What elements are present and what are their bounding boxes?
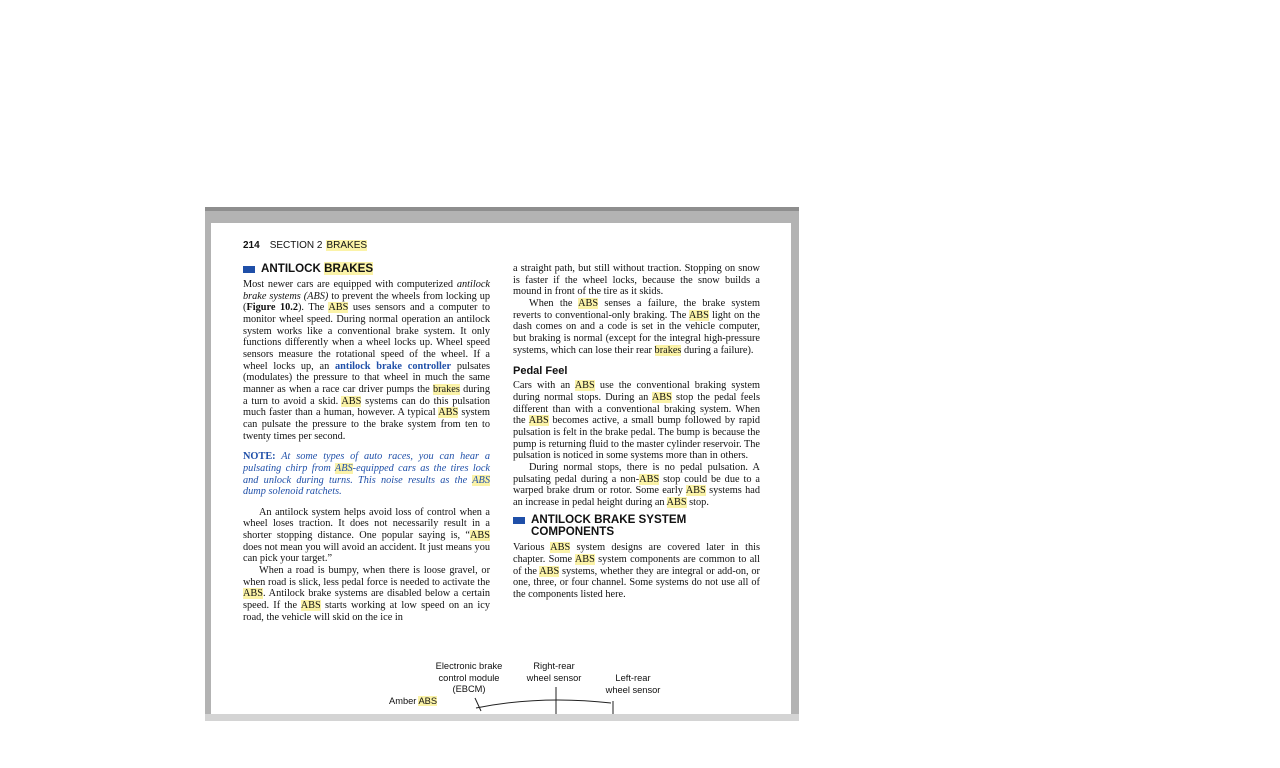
heading-text: ANTILOCK xyxy=(261,262,321,275)
text-run: When the xyxy=(529,297,579,309)
viewer-bottom-edge xyxy=(205,714,799,721)
label-left-rear-sensor xyxy=(601,673,665,696)
search-highlight: ABS xyxy=(341,395,362,407)
search-highlight: ABS xyxy=(300,600,321,612)
note-block xyxy=(243,451,490,498)
heading-marker xyxy=(513,517,525,524)
page-header xyxy=(243,240,367,251)
label-ebcm-line-3: (EBCM) xyxy=(452,684,486,694)
text-run: during a failure). xyxy=(681,344,754,356)
search-highlight: ABS xyxy=(539,565,560,577)
heading-line-1: ANTILOCK BRAKE SYSTEM xyxy=(531,513,687,527)
label-right-rear-sensor xyxy=(521,661,587,684)
paragraph-pedal-feel xyxy=(513,380,760,462)
heading-highlight: BRAKES xyxy=(324,262,374,275)
text-run: system components are common to all of the xyxy=(513,554,761,577)
right-column xyxy=(513,263,760,601)
figure-10-2-partial xyxy=(211,661,791,714)
viewer-top-edge xyxy=(205,207,799,211)
label-ebcm xyxy=(429,661,509,696)
paragraph-intro xyxy=(243,279,490,442)
label-ebcm-line-2: control module xyxy=(438,672,500,683)
text-run: does not mean you will avoid an accident. It just means you can pick your target.” xyxy=(243,541,490,565)
search-highlight: ABS xyxy=(639,473,660,485)
label-amber-abs xyxy=(389,696,437,708)
search-highlight: ABS xyxy=(685,485,706,497)
section-label: SECTION 2 xyxy=(269,240,323,251)
search-highlight: ABS xyxy=(688,309,709,321)
text-run: Most newer cars are equipped with computerized xyxy=(243,279,457,290)
text-run: . Antilock brake systems are disabled below a certain speed. If the xyxy=(243,588,490,612)
text-run: An antilock system helps avoid loss of control when a wheel loses traction. It does not necessarily result in a shorter stopping distance. One popular saying is, “ xyxy=(243,506,490,542)
text-run: system can pulsate the pressure to the brake system from ten to twenty times per second. xyxy=(243,407,490,442)
search-highlight: ABS xyxy=(578,297,599,309)
paragraph-straight-path xyxy=(513,263,760,298)
search-highlight: ABS xyxy=(574,554,595,566)
search-highlight: ABS xyxy=(666,496,687,508)
heading-marker xyxy=(243,266,255,273)
note-label: NOTE: xyxy=(243,451,276,463)
text-run: becomes active, a small bump followed by rapid pulsation is felt in the brake pedal. The bump is because the pump is returning fluid to the master cylinder reservoir. The pulsation is noticed in some systems more than in others. xyxy=(513,415,760,462)
text-run: system designs are covered later in this chapter. Some xyxy=(513,542,760,566)
text-run: dump solenoid ratchets. xyxy=(243,486,342,498)
paragraph-normal-stops xyxy=(513,462,760,509)
text-run: -equipped cars as the tires lock and unlock during turns. This noise results as the xyxy=(243,462,490,486)
search-highlight: ABS xyxy=(334,462,353,474)
text-run: uses sensors and a computer to monitor wheel speed. During normal operation an antilock system works like a conventional brake system. It only functions differently when a wheel locks up. Wheel speed sensors measure the rotational speed of the wheel. If a wheel locks up, an xyxy=(243,302,490,372)
label-left-rear-line-1: Left-rear xyxy=(615,673,651,683)
text-run: Cars with an xyxy=(513,380,575,392)
text-run: systems had an increase in pedal height during an xyxy=(513,485,760,508)
label-amber-text: Amber xyxy=(389,696,417,706)
text-run: ). The xyxy=(297,302,329,314)
search-highlight: brakes xyxy=(654,344,682,356)
search-highlight: ABS xyxy=(469,530,490,542)
document-viewer-frame xyxy=(205,207,799,721)
text-run: Various xyxy=(513,542,551,554)
text-run: stop could be due to a warped brake drum or rotor. Some early xyxy=(513,473,760,497)
paragraph-bumpy-road xyxy=(243,565,490,623)
figure-reference: Figure 10.2 xyxy=(246,302,298,314)
text-run: When a road is bumpy, when there is loose gravel, or when road is slick, less pedal force is needed to activate the xyxy=(243,565,490,588)
paragraph-traction xyxy=(243,507,490,565)
document-page[interactable] xyxy=(211,223,791,714)
paragraph-failure xyxy=(513,298,760,356)
label-amber-highlight: ABS xyxy=(418,696,438,706)
label-left-rear-line-2: wheel sensor xyxy=(605,684,661,695)
text-run: pulsates (modulates) the pressure to that wheel in much the same manner as when a race car driver pumps the xyxy=(243,360,490,395)
text-run: a straight path, but still without traction. Stopping on snow is faster if the wheel locks, because the snow builds a mound in front of the tire as it skids. xyxy=(513,263,760,298)
paragraph-components xyxy=(513,542,760,600)
search-highlight: brakes xyxy=(432,383,460,395)
search-highlight: ABS xyxy=(574,380,595,392)
label-right-rear-line-1: Right-rear xyxy=(533,661,575,671)
page-number: 214 xyxy=(243,240,260,251)
search-highlight: ABS xyxy=(438,407,459,419)
text-run: stop the pedal feels different than with a conventional braking system. When the xyxy=(513,391,760,427)
text-run: systems, whether they are integral or add-on, or one, three, or four channel. Some systems do not use all of the components listed here. xyxy=(513,565,760,601)
text-run: At some types of auto races, you can hear a pulsating chirp from xyxy=(243,451,490,474)
search-highlight: ABS xyxy=(528,415,549,427)
search-highlight: ABS xyxy=(550,542,571,554)
antilock-brakes-heading xyxy=(243,263,490,275)
text-run: during a turn to avoid a skid. xyxy=(243,383,490,407)
text-run: use the conventional braking system during normal stops. During an xyxy=(513,380,761,403)
text-run: senses a failure, the brake system reverts to conventional-only braking. The xyxy=(513,297,760,321)
components-heading xyxy=(513,514,760,538)
search-highlight: ABS xyxy=(328,302,349,314)
pedal-feel-heading: Pedal Feel xyxy=(513,365,568,378)
text-run: starts working at low speed on an icy road, the vehicle will skid on the ice in xyxy=(243,600,490,623)
text-run: to prevent the wheels from locking up ( xyxy=(243,290,490,314)
left-column xyxy=(243,263,490,623)
heading-line-2: COMPONENTS xyxy=(531,525,615,539)
label-right-rear-line-2: wheel sensor xyxy=(526,672,582,683)
section-title: BRAKES xyxy=(326,240,368,251)
text-run: systems can do this pulsation much faster than a human, however. A typical xyxy=(243,395,490,419)
key-term: antilock brake controller xyxy=(335,360,452,372)
italic-term: antilock brake systems (ABS) xyxy=(243,279,490,302)
label-ebcm-line-1: Electronic brake xyxy=(435,661,503,671)
search-highlight: ABS xyxy=(472,474,490,486)
search-highlight: ABS xyxy=(243,588,264,600)
text-run: light on the dash comes on and a code is set in the vehicle computer, but braking is normal (except for the integral high-pressure systems, which can lose their rear xyxy=(513,309,760,356)
text-run: During normal stops, there is no pedal pulsation. A pulsating pedal during a non- xyxy=(513,461,760,485)
text-run: stop. xyxy=(686,496,709,508)
search-highlight: ABS xyxy=(651,391,672,403)
